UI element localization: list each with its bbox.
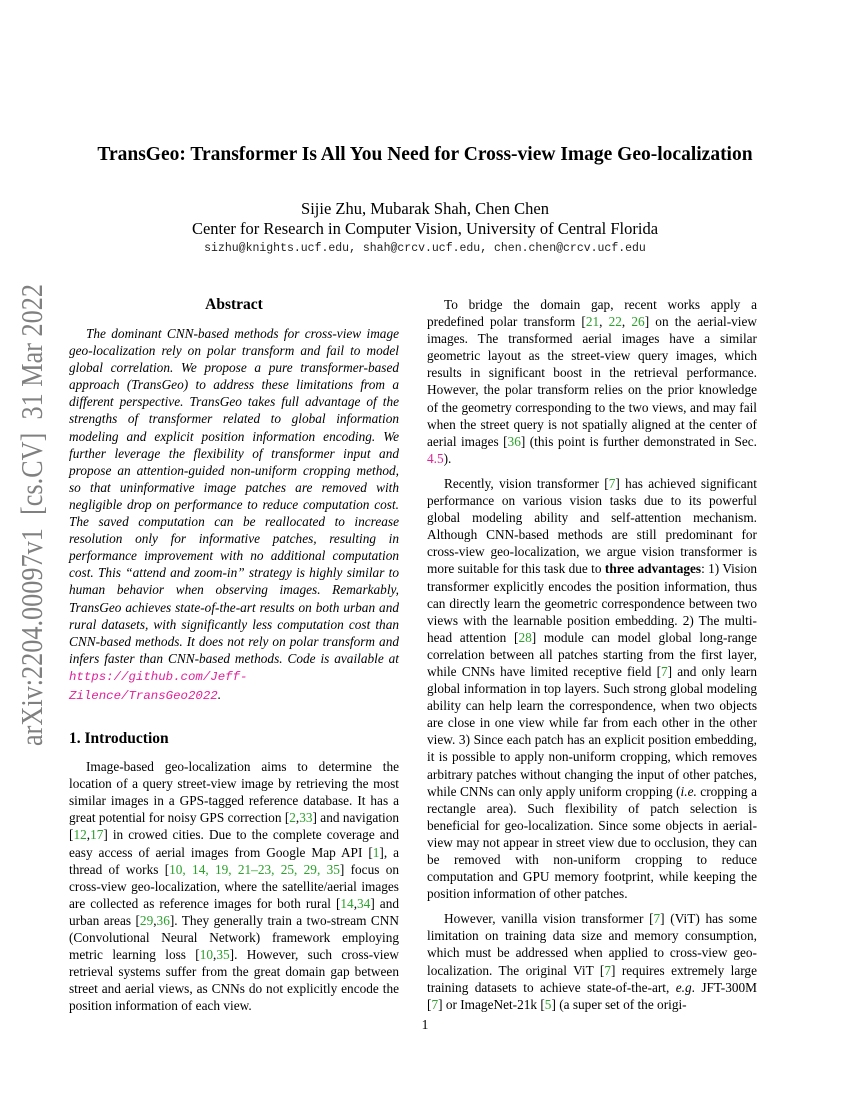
citation-link[interactable]: 28 — [518, 629, 532, 645]
citation-link[interactable]: 26 — [631, 314, 645, 330]
citation-link[interactable]: 12 — [73, 827, 87, 843]
code-link[interactable]: https://github.com/Jeff-Zilence/TransGeo2022 — [69, 669, 248, 703]
page-number: 1 — [421, 1017, 429, 1032]
arxiv-identifier — [2, 280, 54, 750]
paper-title: TransGeo: Transformer Is All You Need for Cross-view Image Geo-localization — [97, 144, 753, 165]
citation-link[interactable]: 1 — [372, 844, 380, 860]
section-heading-introduction: 1. Introduction — [69, 730, 169, 748]
citation-link[interactable]: 21 — [585, 314, 600, 330]
citation-link[interactable]: 36 — [507, 433, 521, 449]
citation-link[interactable]: 22 — [608, 314, 622, 330]
left-column — [69, 296, 399, 1014]
citation-link[interactable]: 36 — [156, 912, 170, 928]
bold-phrase: three advantages — [604, 561, 702, 577]
citation-link[interactable]: 34 — [357, 895, 371, 911]
citation-link[interactable]: 33 — [299, 810, 313, 826]
citation-link[interactable]: 2 — [289, 810, 296, 826]
italic-abbreviation: e.g — [675, 979, 692, 995]
intro-paragraph-1: Image-based geo-localization aims to determine the location of a query street-view image by retrieving the most similar images in a GPS-tagged reference database. It has a great potential for noisy GPS correction [2,33] and navigation [12,17] in crowed cities. Due to the complete coverage and easy access of aerial images from Google Map API [1], a thread of works [10, 14, 19, 21–23, 25, 29, 35] focus on cross-view geo-localization, where the satellite/aerial images are collected as reference images for both rural [14,34] and urban areas [29,36]. They generally train a two-stream CNN (Convolutional Neural Network) framework employing metric learning loss [10,35]. However, such cross-view retrieval systems suffer from the great domain gap between street and aerial views, as CNNs do not explicitly encode the position information of each view. — [69, 759, 399, 1014]
abstract-text: The dominant CNN-based methods for cross-view image geo-localization rely on polar transform and fail to model global correlation. We propose a pure transformer-based approach (TransGeo) to address these limitations from a different perspective. TransGeo takes full advantage of the strengths of transformer related to global information modeling and explicit position information encoding. We further leverage the flexibility of transformer input and propose an attention-guided non-uniform cropping method, so that uninformative image patches are removed with negligible drop on performance to reduce computation cost. The saved computation can be reallocated to increase resolution only for informative patches, resulting in performance improvement with no additional computation cost. This “attend and zoom-in” strategy is highly similar to human behavior when observing images. Remarkably, TransGeo achieves state-of-the-art results on both urban and rural datasets, with significantly less computation cost than CNN-based methods. It does not rely on polar transform and infers faster than CNN-based methods. Code is available at https://github.com/Jeff-Zilence/TransGeo2022. — [69, 326, 399, 703]
right-paragraph-2: Recently, vision transformer [7] has achieved significant performance on various vision tasks due to its powerful global modeling ability and self-attention mechanism. Although CNN-based methods are still predominant for cross-view geo-localization, we argue vision transformer is more suitable for this task due to three advantages: 1) Vision transformer explicitly encodes the position information, thus can directly learn the geometric correspondence between two views with the learnable position embedding. 2) The multi-head attention [28] module can model global long-range correlation between all patches starting from the first layer, while CNNs have limited receptive field [7] and only learn global information in top layers. Such strong global modeling ability can help learn the correspondence, when two objects are close in one view while far from each other in the other view. 3) Since each patch has an explicit position embedding, it is possible to apply non-uniform cropping, which removes arbitrary patches without changing the input of other patches, while CNNs can only apply uniform cropping (i.e. cropping a rectangle area). Such flexibility of patch selection is beneficial for geo-localization. Since some objects in aerial-view may not appear in street view due to occlusion, they can be removed with non-uniform cropping to reduce computation and GPU memory footprint, while keeping the position information of other patches. — [427, 475, 758, 902]
citation-link[interactable]: 29 — [139, 912, 154, 928]
arxiv-identifier-text: arXiv:2204.00097v1 [cs.CV] 31 Mar 2022 — [14, 280, 49, 746]
citation-link[interactable]: 5 — [544, 996, 552, 1012]
citation-link[interactable]: 10, 14, 19, 21–23, 25, 29, 35 — [169, 861, 340, 877]
right-paragraph-3: However, vanilla vision transformer [7] (ViT) has some limitation on training data size and memory consumption, which must be addressed when applied to cross-view geo-localization. The original ViT [7] requires extremely large training datasets to achieve state-of-the-art, e.g. JFT-300M [7] or ImageNet-21k [5] (a super set of the origi- — [427, 911, 757, 1012]
section-reference-link[interactable]: 4.5 — [427, 450, 444, 466]
citation-link[interactable]: 17 — [90, 827, 104, 843]
right-column — [427, 296, 757, 1013]
citation-link[interactable]: 7 — [608, 475, 616, 491]
italic-abbreviation: i.e. — [680, 783, 697, 799]
citation-link[interactable]: 7 — [431, 996, 439, 1012]
citation-link[interactable]: 7 — [661, 663, 668, 679]
author-emails: sizhu@knights.ucf.edu, shah@crcv.ucf.edu, chen.chen@crcv.ucf.edu — [204, 242, 646, 255]
author-list: Sijie Zhu, Mubarak Shah, Chen Chen — [301, 199, 549, 218]
citation-link[interactable]: 10 — [199, 947, 214, 963]
right-paragraph-1: To bridge the domain gap, recent works apply a predefined polar transform [21, 22, 26] on the aerial-view images. The transformed aerial images have a similar geometric layout as the street-view query images, which results in significant boost in the retrieval performance. However, the polar transform relies on the prior knowledge of the geometry corresponding to the two views, and may fail when the street query is not spatially aligned at the center of aerial images [36] (this point is further demonstrated in Sec. 4.5). — [427, 297, 758, 466]
citation-link[interactable]: 35 — [216, 947, 230, 963]
citation-link[interactable]: 14 — [340, 895, 354, 911]
affiliation: Center for Research in Computer Vision, University of Central Florida — [191, 219, 659, 238]
citation-link[interactable]: 7 — [604, 962, 611, 978]
citation-link[interactable]: 7 — [653, 911, 661, 927]
abstract-heading: Abstract — [205, 296, 263, 313]
